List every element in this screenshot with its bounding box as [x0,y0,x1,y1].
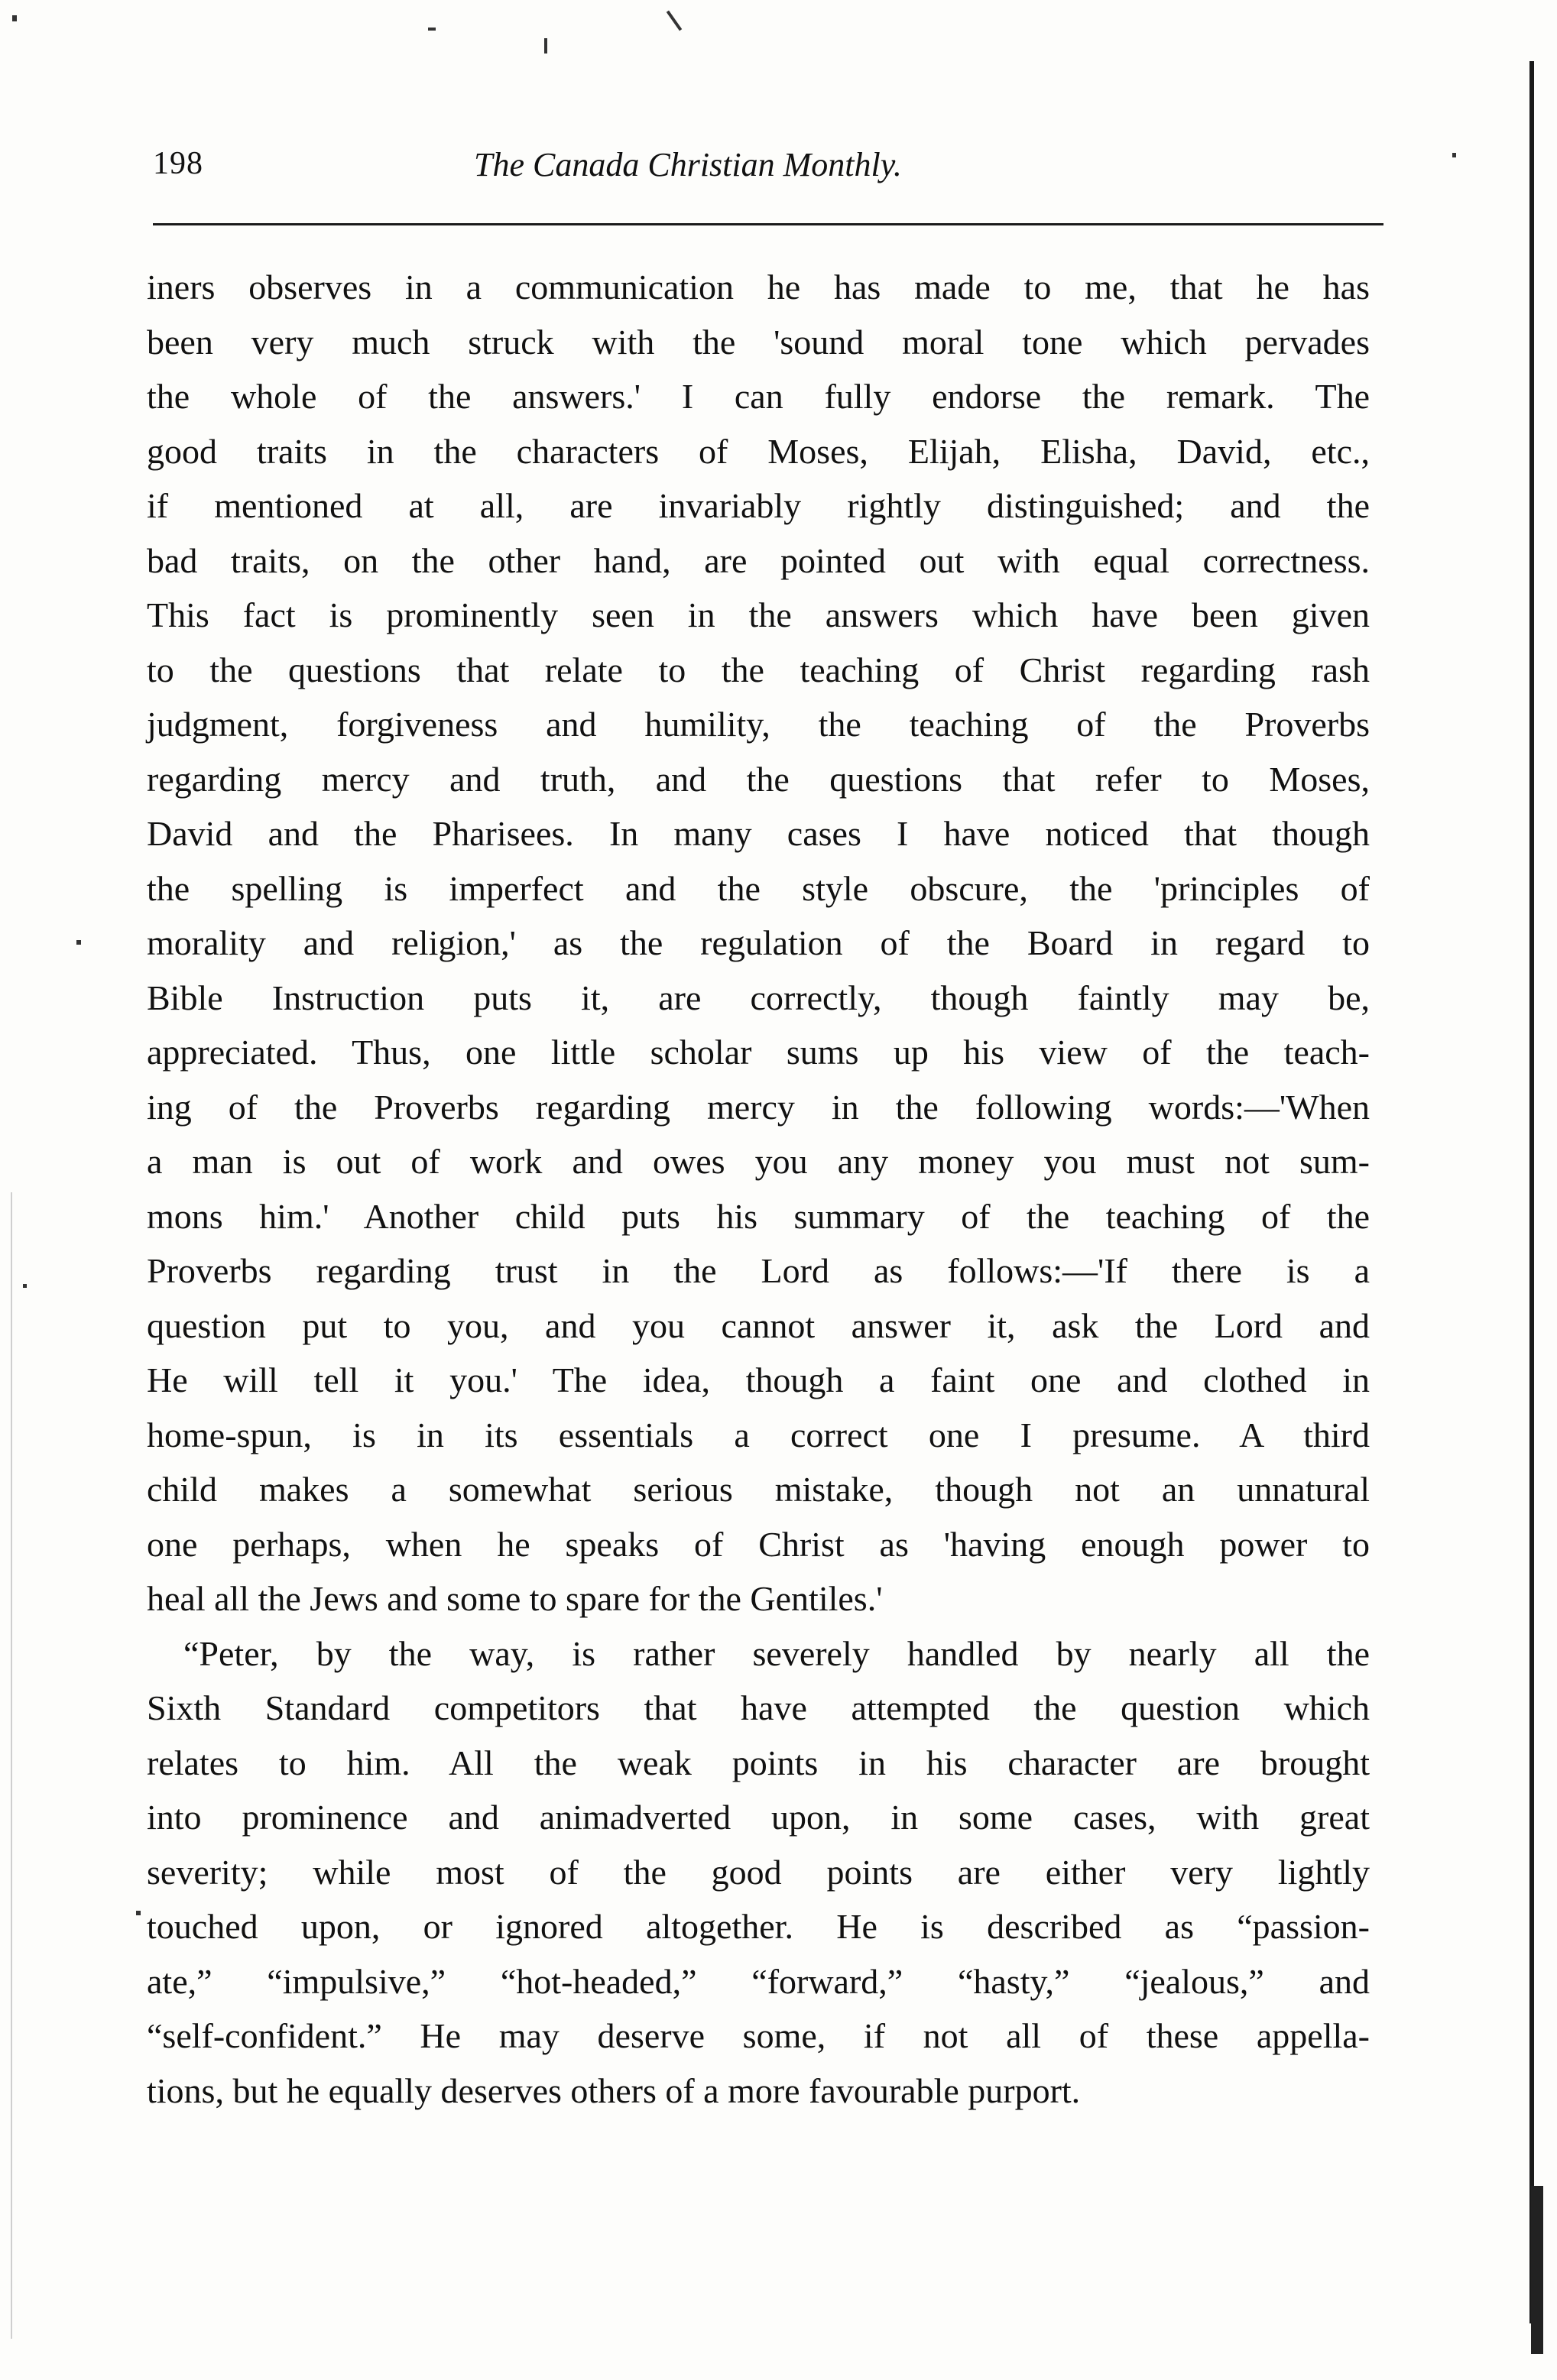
text-line: home-spun, is in its essentials a correct one I presume. A third [147,1415,1370,1454]
text-line: good traits in the characters of Moses, Elijah, Elisha, David, etc., [147,431,1370,471]
text-line: This fact is prominently seen in the answers which have been given [147,595,1370,634]
text-line: been very much struck with the 'sound moral tone which pervades [147,322,1370,362]
text-line: question put to you, and you cannot answer it, ask the Lord and [147,1305,1370,1345]
text-line: Sixth Standard competitors that have attempted the question which [147,1688,1370,1727]
text-line: the spelling is imperfect and the style obscure, the 'principles of [147,868,1370,908]
text-line: child makes a somewhat serious mistake, though not an unnatural [147,1470,1370,1509]
text-line: relates to him. All the weak points in his character are brought [147,1743,1370,1782]
scan-speck [23,1284,27,1288]
scan-speck [136,1911,141,1915]
scan-speck [12,15,17,21]
journal-title: The Canada Christian Monthly. [474,146,902,183]
text-line: a man is out of work and owes you any money you must not sum- [147,1142,1370,1181]
text-line: heal all the Jews and some to spare for the Gentiles.' [147,1579,883,1618]
scan-margin-mark [11,1192,12,2339]
text-line: mons him.' Another child puts his summary of the teaching of the [147,1196,1370,1236]
text-line: iners observes in a communication he has made to me, that he has [147,268,1370,306]
text-line: regarding mercy and truth, and the questions that refer to Moses, [147,759,1370,799]
scan-speck [76,940,81,945]
paragraph-start-line: “Peter, by the way, is rather severely handled by nearly all the [183,1633,1370,1673]
text-line: if mentioned at all, are invariably rightly distinguished; and the [147,486,1370,525]
text-line: ate,” “impulsive,” “hot-headed,” “forward,” “hasty,” “jealous,” and [147,1961,1370,2001]
text-line: bad traits, on the other hand, are pointed out with equal correctness. [147,540,1370,580]
scan-edge-shadow-bottom [1531,2186,1543,2354]
text-line: tions, but he equally deserves others of a more favourable purport. [147,2070,1081,2110]
text-line: ing of the Proverbs regarding mercy in the following words:—'When [147,1087,1370,1127]
text-line: touched upon, or ignored altogether. He is described as “passion- [147,1907,1370,1946]
scan-speck [1452,153,1456,157]
text-line: “self-confident.” He may deserve some, if not all of these appella- [147,2016,1370,2055]
text-line: Proverbs regarding trust in the Lord as follows:—'If there is a [147,1251,1370,1290]
scan-speck [544,38,547,54]
text-line: judgment, forgiveness and humility, the teaching of the Proverbs [147,705,1370,744]
text-line: the whole of the answers.' I can fully endorse the remark. The [147,377,1370,416]
running-head [153,145,1383,199]
header-rule [153,223,1383,225]
body-text [147,260,1370,2118]
text-line: David and the Pharisees. In many cases I have noticed that though [147,814,1370,853]
text-line: to the questions that relate to the teaching of Christ regarding rash [147,650,1370,689]
text-line: severity; while most of the good points are either very lightly [147,1852,1370,1892]
text-line: appreciated. Thus, one little scholar sums up his view of the teach- [147,1033,1370,1072]
text-line: morality and religion,' as the regulation of the Board in regard to [147,923,1370,962]
text-line: one perhaps, when he speaks of Christ as 'having enough power to [147,1524,1370,1564]
scan-speck [428,28,436,31]
scan-edge-shadow [1529,61,1534,2323]
text-line: He will tell it you.' The idea, though a faint one and clothed in [147,1360,1370,1399]
text-line: into prominence and animadverted upon, in some cases, with great [147,1798,1370,1837]
page-number: 198 [153,146,203,181]
text-line: Bible Instruction puts it, are correctly, though faintly may be, [147,978,1370,1017]
scan-speck [667,11,682,31]
